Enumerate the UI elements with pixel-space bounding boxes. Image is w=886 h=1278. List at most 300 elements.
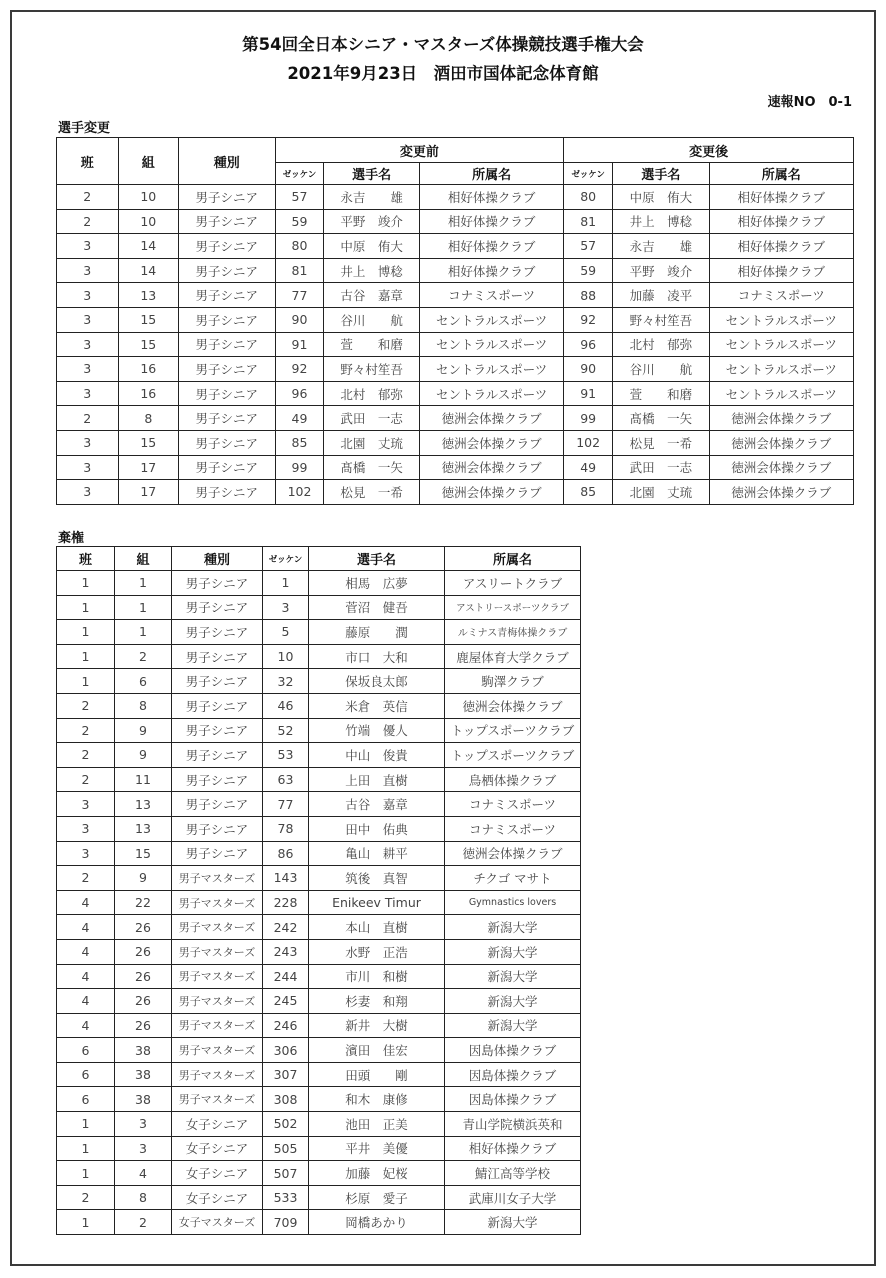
after-club-cell: 徳洲会体操クラブ (709, 406, 853, 431)
before-club-cell: 徳洲会体操クラブ (419, 455, 563, 480)
bib-cell: 244 (263, 964, 309, 989)
withdrawal-row (57, 718, 581, 743)
after-name-cell: 北村 郁弥 (613, 332, 710, 357)
category-cell: 男子マスターズ (172, 1062, 263, 1087)
name-cell: 新井 大樹 (309, 1013, 445, 1038)
han-cell: 4 (57, 939, 115, 964)
bib-cell: 143 (263, 866, 309, 891)
withdrawal-row (57, 964, 581, 989)
name-cell: 本山 直樹 (309, 915, 445, 940)
kumi-cell: 4 (115, 1161, 172, 1186)
kumi-cell: 26 (115, 939, 172, 964)
before-name-cell: 平野 竣介 (324, 209, 420, 234)
before-club-cell: セントラルスポーツ (419, 332, 563, 357)
change-row (57, 332, 854, 357)
name-cell: 和木 康修 (309, 1087, 445, 1112)
category-cell: 男子シニア (179, 283, 276, 308)
kumi-cell: 14 (118, 234, 178, 259)
category-cell: 男子シニア (172, 644, 263, 669)
withdrawal-row (57, 595, 581, 620)
change-row (57, 185, 854, 210)
before-bib-cell: 90 (275, 307, 324, 332)
kumi-cell: 17 (118, 455, 178, 480)
name-cell: 市口 大和 (309, 644, 445, 669)
kumi-cell: 15 (115, 841, 172, 866)
after-name-cell: 萱 和磨 (613, 381, 710, 406)
change-row (57, 455, 854, 480)
kumi-cell: 10 (118, 209, 178, 234)
withdrawal-row (57, 866, 581, 891)
kumi-cell: 15 (118, 307, 178, 332)
club-cell: 因島体操クラブ (445, 1062, 581, 1087)
han-cell: 3 (57, 430, 119, 455)
change-row (57, 406, 854, 431)
before-bib-cell: 85 (275, 430, 324, 455)
after-name-cell: 加藤 凌平 (613, 283, 710, 308)
withdrawal-row (57, 743, 581, 768)
kumi-cell: 26 (115, 989, 172, 1014)
after-club-cell: コナミスポーツ (709, 283, 853, 308)
kumi-cell: 8 (115, 693, 172, 718)
withdrawal-row (57, 1161, 581, 1186)
bib-cell: 46 (263, 693, 309, 718)
change-row (57, 430, 854, 455)
col-header-club: 所属名 (445, 547, 581, 571)
club-cell: 新潟大学 (445, 915, 581, 940)
category-cell: 男子シニア (179, 357, 276, 382)
han-cell: 1 (57, 620, 115, 645)
name-cell: 平井 美優 (309, 1136, 445, 1161)
bib-cell: 709 (263, 1210, 309, 1235)
change-row (57, 480, 854, 505)
name-cell: 相馬 広夢 (309, 571, 445, 596)
withdrawal-row (57, 693, 581, 718)
after-club-cell: 相好体操クラブ (709, 234, 853, 259)
han-cell: 3 (57, 841, 115, 866)
player-changes-table (56, 137, 854, 505)
bib-cell: 228 (263, 890, 309, 915)
kumi-cell: 2 (115, 644, 172, 669)
category-cell: 男子シニア (172, 718, 263, 743)
han-cell: 2 (57, 718, 115, 743)
han-cell: 1 (57, 1136, 115, 1161)
withdrawal-row (57, 890, 581, 915)
category-cell: 男子シニア (172, 743, 263, 768)
after-bib-cell: 90 (564, 357, 613, 382)
kumi-cell: 16 (118, 357, 178, 382)
kumi-cell: 14 (118, 258, 178, 283)
change-row (57, 234, 854, 259)
han-cell: 4 (57, 989, 115, 1014)
col-header-after-club: 所属名 (709, 163, 853, 185)
bib-cell: 507 (263, 1161, 309, 1186)
kumi-cell: 38 (115, 1038, 172, 1063)
han-cell: 3 (57, 283, 119, 308)
after-name-cell: 髙橋 一矢 (613, 406, 710, 431)
bib-cell: 32 (263, 669, 309, 694)
name-cell: 市川 和樹 (309, 964, 445, 989)
kumi-cell: 26 (115, 964, 172, 989)
category-cell: 女子シニア (172, 1185, 263, 1210)
after-bib-cell: 96 (564, 332, 613, 357)
before-bib-cell: 81 (275, 258, 324, 283)
after-club-cell: 相好体操クラブ (709, 209, 853, 234)
before-name-cell: 髙橋 一矢 (324, 455, 420, 480)
kumi-cell: 13 (115, 792, 172, 817)
bib-cell: 5 (263, 620, 309, 645)
bib-cell: 306 (263, 1038, 309, 1063)
event-date-venue: 2021年9月23日 酒田市国体記念体育館 (287, 64, 599, 83)
before-name-cell: 萱 和磨 (324, 332, 420, 357)
after-club-cell: 徳洲会体操クラブ (709, 430, 853, 455)
before-club-cell: 徳洲会体操クラブ (419, 430, 563, 455)
club-cell: 徳洲会体操クラブ (445, 841, 581, 866)
han-cell: 3 (57, 307, 119, 332)
club-cell: チクゴ マサト (445, 866, 581, 891)
club-cell: 駒澤クラブ (445, 669, 581, 694)
han-cell: 3 (57, 258, 119, 283)
event-title: 第54回全日本シニア・マスターズ体操競技選手権大会 (242, 35, 644, 54)
bib-cell: 533 (263, 1185, 309, 1210)
kumi-cell: 15 (118, 430, 178, 455)
col-header-before-name: 選手名 (324, 163, 420, 185)
bib-cell: 52 (263, 718, 309, 743)
withdrawal-row (57, 669, 581, 694)
category-cell: 男子マスターズ (172, 964, 263, 989)
after-club-cell: 徳洲会体操クラブ (709, 480, 853, 505)
name-cell: 上田 直樹 (309, 767, 445, 792)
category-cell: 男子シニア (172, 816, 263, 841)
club-cell: 鳥栖体操クラブ (445, 767, 581, 792)
han-cell: 4 (57, 964, 115, 989)
kumi-cell: 38 (115, 1062, 172, 1087)
withdrawal-row (57, 1087, 581, 1112)
withdrawal-row (57, 989, 581, 1014)
name-cell: 保坂良太郎 (309, 669, 445, 694)
han-cell: 1 (57, 1112, 115, 1137)
club-cell: 青山学院横浜英和 (445, 1112, 581, 1137)
before-bib-cell: 99 (275, 455, 324, 480)
bib-cell: 53 (263, 743, 309, 768)
name-cell: 濱田 佳宏 (309, 1038, 445, 1063)
after-name-cell: 北園 丈琉 (613, 480, 710, 505)
kumi-cell: 13 (118, 283, 178, 308)
name-cell: 米倉 英信 (309, 693, 445, 718)
category-cell: 女子シニア (172, 1136, 263, 1161)
han-cell: 3 (57, 381, 119, 406)
category-cell: 男子シニア (172, 841, 263, 866)
withdrawal-row (57, 620, 581, 645)
name-cell: Enikeev Timur (309, 890, 445, 915)
after-bib-cell: 85 (564, 480, 613, 505)
category-cell: 男子シニア (179, 406, 276, 431)
club-cell: トップスポーツクラブ (445, 718, 581, 743)
before-name-cell: 永吉 雄 (324, 185, 420, 210)
before-club-cell: コナミスポーツ (419, 283, 563, 308)
col-header-name: 選手名 (309, 547, 445, 571)
club-cell: 因島体操クラブ (445, 1038, 581, 1063)
category-cell: 男子シニア (179, 185, 276, 210)
before-club-cell: セントラルスポーツ (419, 381, 563, 406)
bib-cell: 307 (263, 1062, 309, 1087)
withdrawal-row (57, 644, 581, 669)
withdrawals-table-body (57, 571, 581, 1235)
withdrawal-row (57, 1062, 581, 1087)
after-bib-cell: 102 (564, 430, 613, 455)
club-cell: 新潟大学 (445, 1210, 581, 1235)
kumi-cell: 9 (115, 743, 172, 768)
change-row (57, 209, 854, 234)
after-bib-cell: 80 (564, 185, 613, 210)
kumi-cell: 3 (115, 1112, 172, 1137)
withdrawal-row (57, 1210, 581, 1235)
category-cell: 男子シニア (179, 430, 276, 455)
kumi-cell: 6 (115, 669, 172, 694)
before-name-cell: 井上 博稔 (324, 258, 420, 283)
club-cell: 新潟大学 (445, 964, 581, 989)
before-bib-cell: 77 (275, 283, 324, 308)
kumi-cell: 2 (115, 1210, 172, 1235)
before-name-cell: 中原 侑大 (324, 234, 420, 259)
category-cell: 男子シニア (172, 595, 263, 620)
name-cell: 水野 正浩 (309, 939, 445, 964)
before-bib-cell: 49 (275, 406, 324, 431)
kumi-cell: 26 (115, 1013, 172, 1038)
category-cell: 男子マスターズ (172, 939, 263, 964)
after-club-cell: セントラルスポーツ (709, 307, 853, 332)
kumi-cell: 8 (115, 1185, 172, 1210)
category-cell: 男子マスターズ (172, 1087, 263, 1112)
withdrawal-row (57, 767, 581, 792)
han-cell: 2 (57, 209, 119, 234)
before-bib-cell: 96 (275, 381, 324, 406)
before-name-cell: 古谷 嘉章 (324, 283, 420, 308)
withdrawal-row (57, 1136, 581, 1161)
kumi-cell: 22 (115, 890, 172, 915)
category-cell: 男子シニア (179, 258, 276, 283)
after-bib-cell: 99 (564, 406, 613, 431)
after-bib-cell: 92 (564, 307, 613, 332)
bib-cell: 246 (263, 1013, 309, 1038)
after-name-cell: 谷川 航 (613, 357, 710, 382)
col-header-kumi: 組 (118, 138, 178, 185)
after-bib-cell: 49 (564, 455, 613, 480)
han-cell: 3 (57, 455, 119, 480)
category-cell: 男子シニア (172, 693, 263, 718)
category-cell: 男子シニア (172, 620, 263, 645)
col-header-category: 種別 (179, 138, 276, 185)
kumi-cell: 9 (115, 866, 172, 891)
name-cell: 岡橋あかり (309, 1210, 445, 1235)
han-cell: 3 (57, 480, 119, 505)
before-club-cell: 相好体操クラブ (419, 258, 563, 283)
withdrawal-row (57, 1112, 581, 1137)
withdrawal-row (57, 939, 581, 964)
kumi-cell: 17 (118, 480, 178, 505)
han-cell: 1 (57, 644, 115, 669)
withdrawal-row (57, 915, 581, 940)
after-name-cell: 井上 博稔 (613, 209, 710, 234)
han-cell: 6 (57, 1087, 115, 1112)
category-cell: 男子シニア (179, 480, 276, 505)
kumi-cell: 38 (115, 1087, 172, 1112)
after-name-cell: 中原 侑大 (613, 185, 710, 210)
kumi-cell: 13 (115, 816, 172, 841)
club-cell: 徳洲会体操クラブ (445, 693, 581, 718)
bib-cell: 63 (263, 767, 309, 792)
change-row (57, 307, 854, 332)
col-header-category: 種別 (172, 547, 263, 571)
withdrawals-table (56, 546, 581, 1235)
after-name-cell: 松見 一希 (613, 430, 710, 455)
category-cell: 男子マスターズ (172, 866, 263, 891)
kumi-cell: 16 (118, 381, 178, 406)
club-cell: Gymnastics lovers (445, 890, 581, 915)
name-cell: 筑後 真智 (309, 866, 445, 891)
han-cell: 3 (57, 816, 115, 841)
han-cell: 1 (57, 1161, 115, 1186)
bib-cell: 243 (263, 939, 309, 964)
before-bib-cell: 59 (275, 209, 324, 234)
club-cell: コナミスポーツ (445, 816, 581, 841)
han-cell: 2 (57, 693, 115, 718)
kumi-cell: 9 (115, 718, 172, 743)
name-cell: 竹端 優人 (309, 718, 445, 743)
han-cell: 4 (57, 915, 115, 940)
before-club-cell: 相好体操クラブ (419, 185, 563, 210)
before-name-cell: 松見 一希 (324, 480, 420, 505)
before-bib-cell: 80 (275, 234, 324, 259)
col-header-before-bib: ゼッケン (275, 163, 324, 185)
withdrawal-row (57, 1038, 581, 1063)
club-cell: コナミスポーツ (445, 792, 581, 817)
bib-cell: 78 (263, 816, 309, 841)
category-cell: 男子シニア (179, 381, 276, 406)
after-club-cell: 相好体操クラブ (709, 258, 853, 283)
kumi-cell: 10 (118, 185, 178, 210)
after-club-cell: セントラルスポーツ (709, 357, 853, 382)
han-cell: 2 (57, 406, 119, 431)
withdrawal-row (57, 571, 581, 596)
category-cell: 男子マスターズ (172, 915, 263, 940)
kumi-cell: 1 (115, 595, 172, 620)
changes-table-body (57, 185, 854, 505)
change-row (57, 258, 854, 283)
change-row (57, 381, 854, 406)
bib-cell: 1 (263, 571, 309, 596)
after-bib-cell: 57 (564, 234, 613, 259)
category-cell: 男子マスターズ (172, 1038, 263, 1063)
category-cell: 女子マスターズ (172, 1210, 263, 1235)
kumi-cell: 11 (115, 767, 172, 792)
kumi-cell: 1 (115, 571, 172, 596)
after-bib-cell: 91 (564, 381, 613, 406)
category-cell: 男子シニア (179, 307, 276, 332)
han-cell: 2 (57, 767, 115, 792)
han-cell: 4 (57, 890, 115, 915)
withdrawals-section-label: 棄権 (58, 531, 85, 546)
category-cell: 男子シニア (179, 455, 276, 480)
kumi-cell: 3 (115, 1136, 172, 1161)
category-cell: 男子マスターズ (172, 890, 263, 915)
before-name-cell: 野々村笙吾 (324, 357, 420, 382)
bib-cell: 502 (263, 1112, 309, 1137)
name-cell: 杉妻 和翔 (309, 989, 445, 1014)
after-name-cell: 永吉 雄 (613, 234, 710, 259)
category-cell: 女子シニア (172, 1112, 263, 1137)
category-cell: 男子シニア (179, 332, 276, 357)
bib-cell: 10 (263, 644, 309, 669)
name-cell: 亀山 耕平 (309, 841, 445, 866)
han-cell: 2 (57, 866, 115, 891)
before-name-cell: 武田 一志 (324, 406, 420, 431)
name-cell: 中山 俊貴 (309, 743, 445, 768)
before-bib-cell: 102 (275, 480, 324, 505)
before-club-cell: 徳洲会体操クラブ (419, 406, 563, 431)
han-cell: 3 (57, 792, 115, 817)
before-bib-cell: 57 (275, 185, 324, 210)
kumi-cell: 1 (115, 620, 172, 645)
bib-cell: 86 (263, 841, 309, 866)
before-club-cell: 相好体操クラブ (419, 234, 563, 259)
after-name-cell: 平野 竣介 (613, 258, 710, 283)
bib-cell: 245 (263, 989, 309, 1014)
category-cell: 女子シニア (172, 1161, 263, 1186)
after-name-cell: 武田 一志 (613, 455, 710, 480)
club-cell: アストリースポーツクラブ (445, 595, 581, 620)
col-group-after: 変更後 (564, 138, 854, 163)
han-cell: 3 (57, 234, 119, 259)
club-cell: 新潟大学 (445, 1013, 581, 1038)
category-cell: 男子シニア (179, 209, 276, 234)
han-cell: 6 (57, 1062, 115, 1087)
col-group-before: 変更前 (275, 138, 564, 163)
name-cell: 池田 正美 (309, 1112, 445, 1137)
bib-cell: 77 (263, 792, 309, 817)
after-club-cell: セントラルスポーツ (709, 381, 853, 406)
han-cell: 3 (57, 357, 119, 382)
category-cell: 男子マスターズ (172, 1013, 263, 1038)
after-club-cell: 相好体操クラブ (709, 185, 853, 210)
before-name-cell: 谷川 航 (324, 307, 420, 332)
club-cell: 因島体操クラブ (445, 1087, 581, 1112)
han-cell: 1 (57, 1210, 115, 1235)
withdrawal-row (57, 841, 581, 866)
report-number: 速報NO 0-1 (767, 95, 852, 110)
col-header-before-club: 所属名 (419, 163, 563, 185)
before-bib-cell: 91 (275, 332, 324, 357)
han-cell: 2 (57, 743, 115, 768)
after-bib-cell: 88 (564, 283, 613, 308)
col-header-kumi: 組 (115, 547, 172, 571)
han-cell: 2 (57, 1185, 115, 1210)
after-bib-cell: 59 (564, 258, 613, 283)
before-club-cell: セントラルスポーツ (419, 307, 563, 332)
change-row (57, 283, 854, 308)
before-bib-cell: 92 (275, 357, 324, 382)
withdrawal-row (57, 792, 581, 817)
name-cell: 田中 佑典 (309, 816, 445, 841)
category-cell: 男子マスターズ (172, 989, 263, 1014)
category-cell: 男子シニア (172, 792, 263, 817)
withdrawal-row (57, 1185, 581, 1210)
after-club-cell: 徳洲会体操クラブ (709, 455, 853, 480)
han-cell: 1 (57, 595, 115, 620)
han-cell: 1 (57, 669, 115, 694)
category-cell: 男子シニア (172, 669, 263, 694)
withdrawal-row (57, 816, 581, 841)
name-cell: 杉原 愛子 (309, 1185, 445, 1210)
